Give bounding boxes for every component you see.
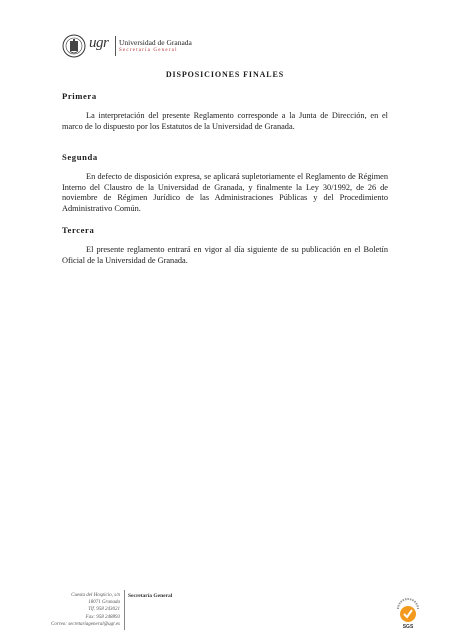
section-text: La interpretación del presente Reglamento corresponde a la Junta de Dirección, en el marco de lo dispuesto por los Estatutos de la Universidad de Granada. (62, 111, 388, 131)
section-text: El presente reglamento entrará en vigor al día siguiente de su publicación en el Boletín Oficial de la Universidad de Granada. (62, 245, 388, 265)
institution-name: Universidad de Granada (119, 38, 192, 47)
footer-divider (124, 590, 125, 630)
certification-label: SGS (402, 624, 414, 630)
section-heading: Tercera (62, 225, 95, 235)
address-line: 18071 Granada (88, 600, 120, 606)
footer-address (40, 592, 120, 628)
section-heading: Segunda (62, 152, 98, 162)
department-name: Secretaría General (119, 48, 178, 53)
fax-line: Fax: 958 248893 (85, 614, 120, 620)
logo-mark: ugr (89, 35, 109, 51)
section-segunda (62, 152, 388, 214)
coat-of-arms-icon (62, 32, 86, 60)
sgs-certification-icon (393, 596, 423, 630)
email-line: Correo: secretariageneral@ugr.es (51, 621, 120, 627)
footer-department: Secretaría General (128, 593, 173, 599)
logo-divider (115, 36, 116, 56)
address-line: Cuesta del Hospicio, s/n (71, 593, 120, 598)
section-tercera (62, 225, 388, 266)
university-logo (62, 32, 202, 60)
phone-line: Tlf. 958 243021 (88, 607, 120, 613)
section-primera (62, 91, 388, 132)
section-heading: Primera (62, 91, 97, 101)
certification-badge (393, 596, 423, 630)
document-title: DISPOSICIONES FINALES (165, 70, 285, 79)
section-text: En defecto de disposición expresa, se aplicará supletoriamente el Reglamento de Régimen Interno del Claustro de la Universidad de Granada, y finalmente la Ley 30/1992, de 26 de noviembre de Régimen Jurídico de las Administraciones Públicas y del Procedimiento Administrativo Común. (62, 172, 388, 213)
